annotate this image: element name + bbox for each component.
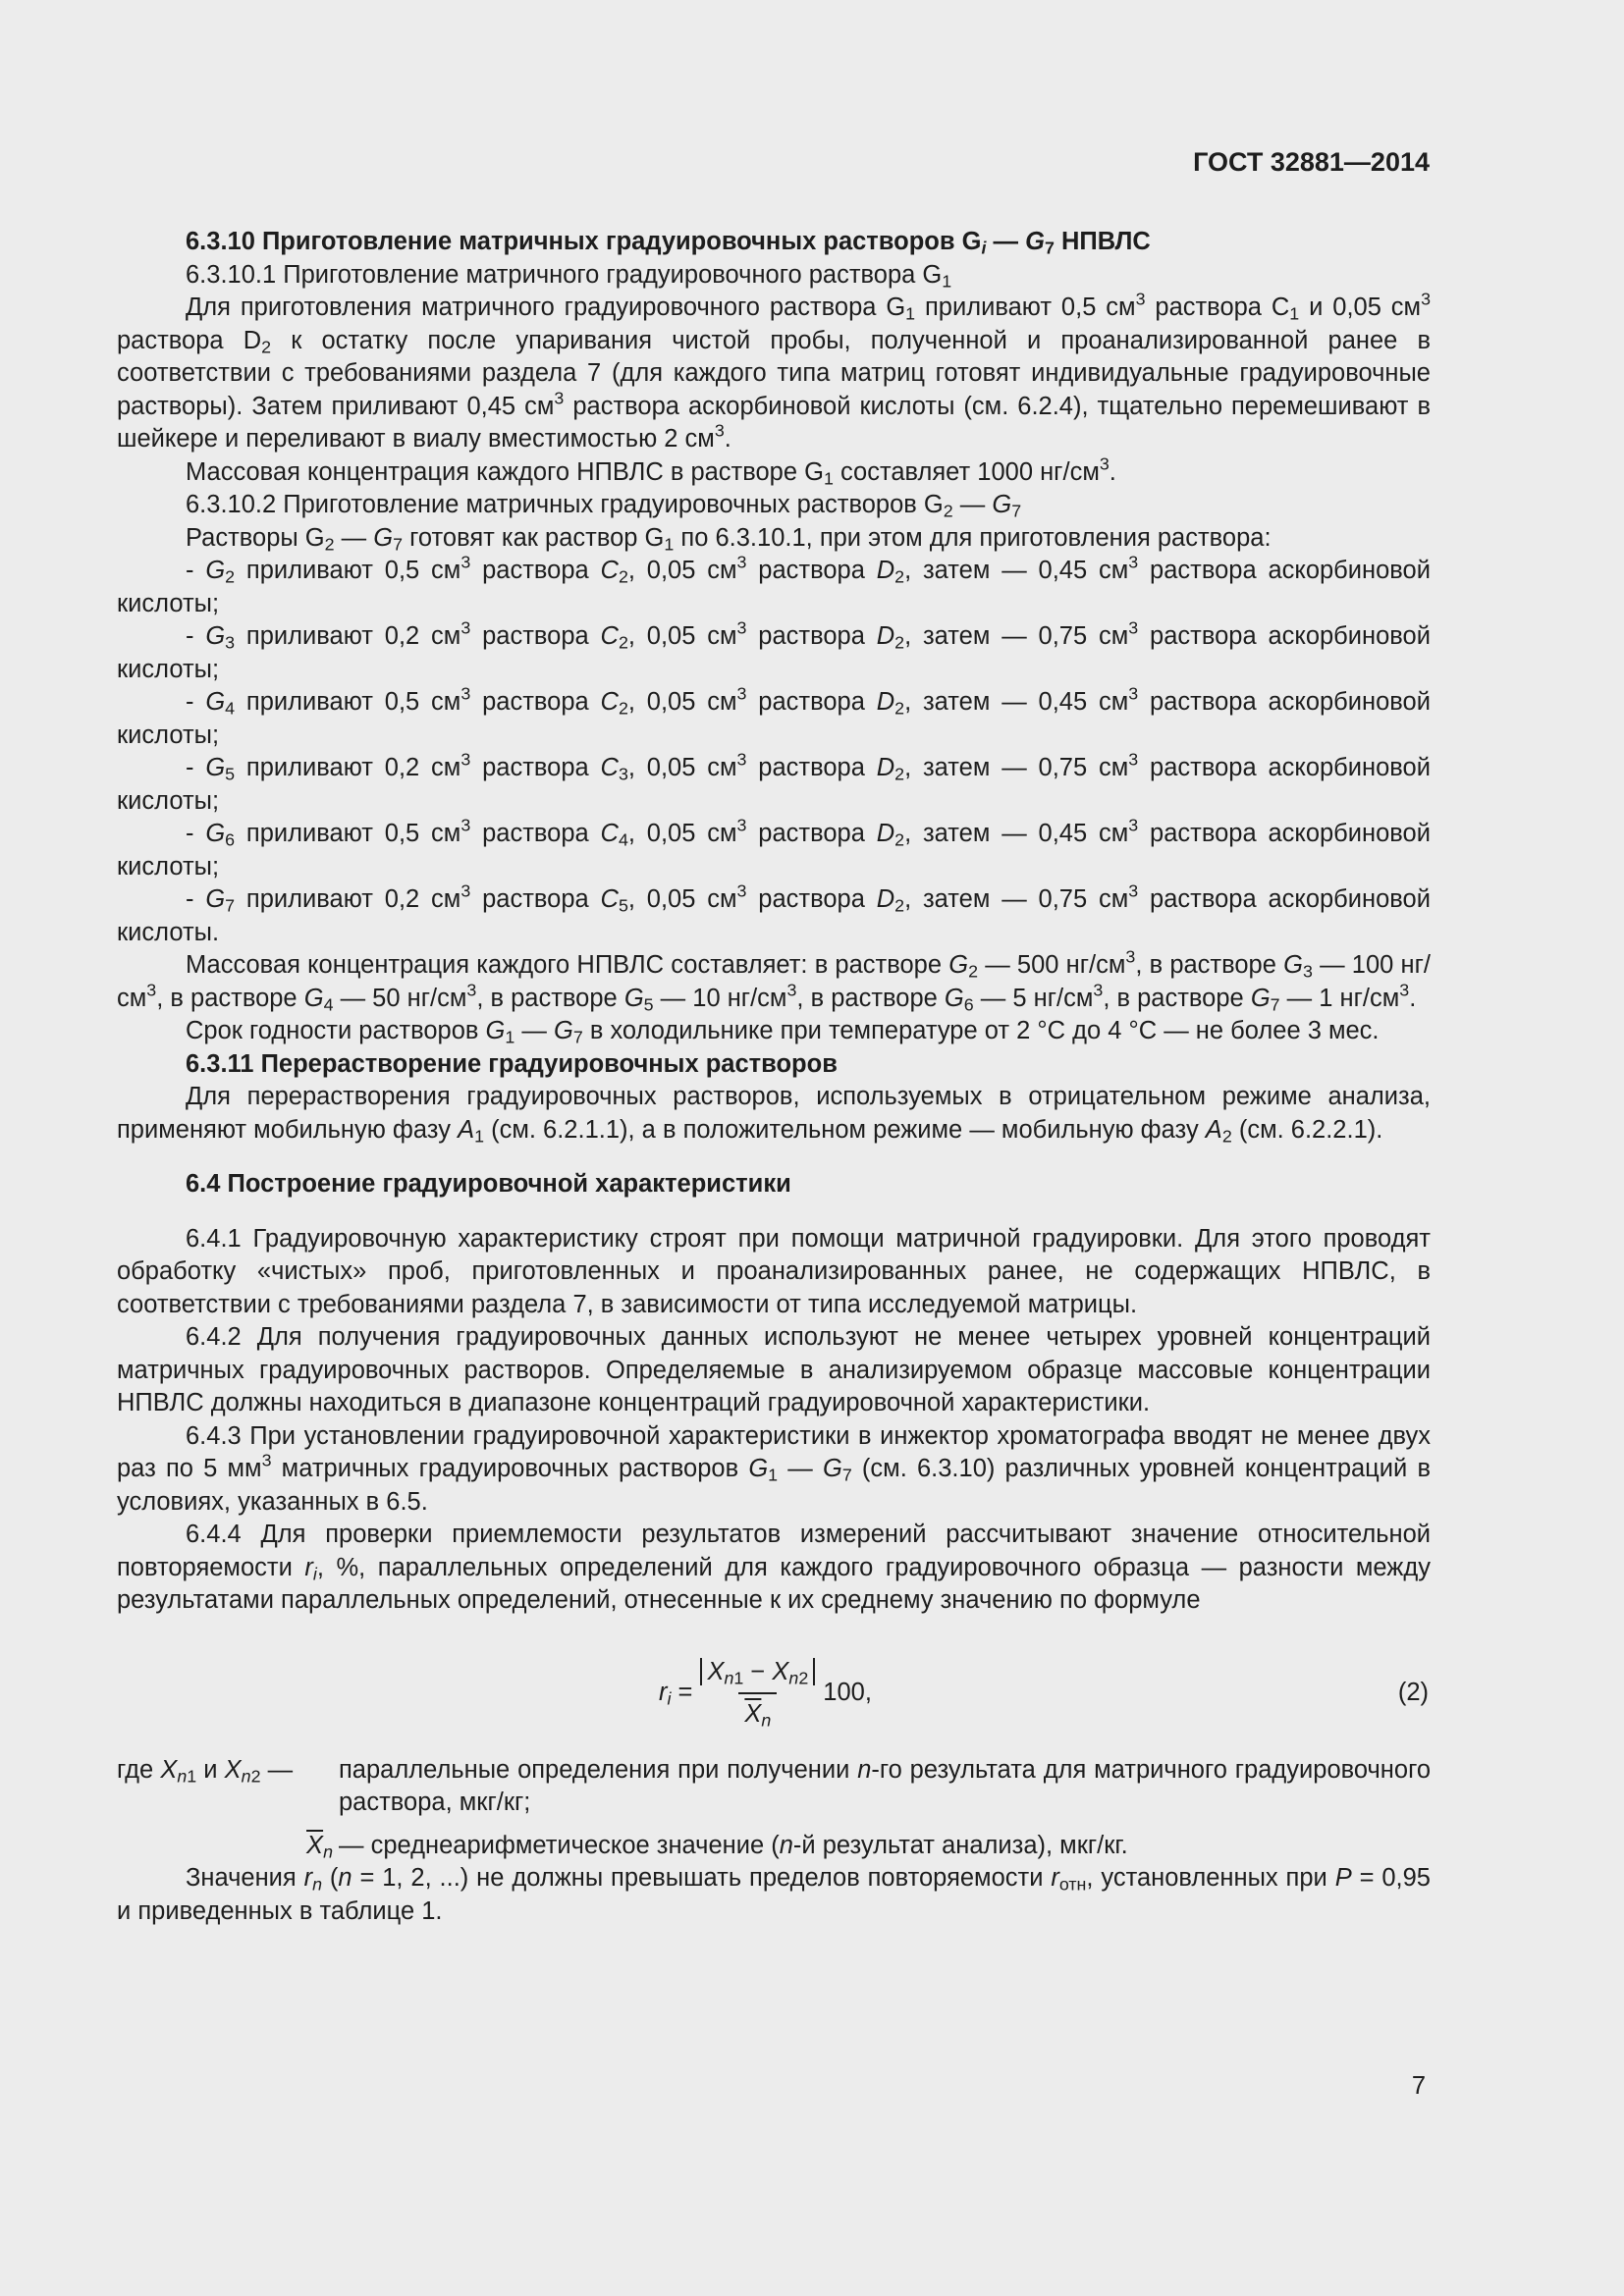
paragraph-6-4-4: 6.4.4 Для проверки приемлемости результатов измерений рассчитывают значение относительной повторяемости $r_i$, %, параллельных определений для каждого градуировочного образца — разности между результатами параллельных определений, отнесенные к их среднему значению по формуле xyxy=(117,1521,1431,1614)
section-6-3-10-title: 6.3.10 Приготовление матричных градуировочных растворов $G_i$ — $G_7$ НПВЛС xyxy=(186,228,1151,258)
preparation-list xyxy=(117,552,1431,949)
paragraph-6-4-2: 6.4.2 Для получения градуировочных данных используют не менее четырех уровней концентраций матричных градуировочных растворов. Определяемые в анализируемом образце массовые концентрации НПВЛС должны находиться в диапазоне концентраций градуировочной характеристики. xyxy=(117,1323,1431,1416)
paragraph-redissolution: Для перерастворения градуировочных растворов, используемых в отрицательном режиме анализа, применяют мобильную фазу $A_1$ (см. 6.2.1.1), а в положительном режиме — мобильную фазу $A_2$ (см. 6.2.2.1). xyxy=(117,1083,1431,1146)
paragraph-g2-g7-prep: Растворы $G_2$ — $G_7$ готовят как раствор $G_1$ по 6.3.10.1, при этом для приготовления раствора: xyxy=(186,523,1272,554)
paragraph-6-4-1: 6.4.1 Градуировочную характеристику строят при помощи матричной градуировки. Для этого проводят обработку «чистых» проб, приготовленных и проанализированных ранее, не содержащих НПВЛС, в соответствии с требованиями раздела 7, в зависимости от типа исследуемой матрицы. xyxy=(117,1224,1431,1318)
paragraph-g1-prep: Для приготовления матричного градуировочного раствора $G_1$ приливают 0,5 $см^3$ раствора $C_1$ и 0,05 $см^3$ раствора $D_2$ к остатку после упаривания чистой пробы, полученной и проанализированной ранее в соответствии с требованиями раздела 7 (для каждого типа матриц готовят индивидуальные градуировочные растворы). Затем приливают 0,45 $см^3$ раствора аскорбиновой кислоты (см. 6.2.4), тщательно перемешивают в шейкере и переливают в виалу вместимостью 2 $см^3$. xyxy=(117,289,1431,453)
section-6-4-title: 6.4 Построение градуировочной характеристики xyxy=(186,1170,791,1198)
paragraph-6-4-3: 6.4.3 При установлении градуировочной характеристики в инжектор хроматографа вводят не менее двух раз по 5 $мм^3$ матричных градуировочных растворов $G_1$ — $G_7$ (см. 6.3.10) различных уровней концентраций в условиях, указанных в 6.5. xyxy=(117,1421,1431,1516)
page-number: 7 xyxy=(1411,2072,1426,2100)
list-item-g3: - $G_3$ приливают 0,2 $см^3$ раствора $C_2$, 0,05 $см^3$ раствора $D_2$, затем — 0,75 $см^3$ раствора аскорбиновой кислоты; xyxy=(117,617,1431,683)
formula-number: (2) xyxy=(1397,1678,1429,1706)
list-item-g4: - $G_4$ приливают 0,5 $см^3$ раствора $C_2$, 0,05 $см^3$ раствора $D_2$, затем — 0,45 $см^3$ раствора аскорбиновой кислоты; xyxy=(117,683,1431,749)
section-6-3-10-2-title: 6.3.10.2 Приготовление матричных градуировочных растворов $G_2$ — $G_7$ xyxy=(186,491,1022,521)
list-item-g5: - $G_5$ приливают 0,2 $см^3$ раствора $C_3$, 0,05 $см^3$ раствора $D_2$, затем — 0,75 $см^3$ раствора аскорбиновой кислоты; xyxy=(117,749,1431,815)
section-6-3-10-1-title: 6.3.10.1 Приготовление матричного градуировочного раствора $G_1$ xyxy=(186,260,952,291)
where-item-xn: где $X_{n1}$ и $X_{n2}$ — параллельные определения при получении n-го результата для матричного градуировочного раствора, мкг/кг; xyxy=(117,1755,1431,1816)
list-item-g7: - $G_7$ приливают 0,2 $см^3$ раствора $C_5$, 0,05 $см^3$ раствора $D_2$, затем — 0,75 $см^3$ раствора аскорбиновой кислоты. xyxy=(117,881,1431,946)
standard-code-header: ГОСТ 32881—2014 xyxy=(1193,147,1430,177)
paragraph-concentrations: Массовая концентрация каждого НПВЛС составляет: в растворе $G_2$ — 500 $нг/см^3$, в растворе $G_3$ — 100 $нг/см^3$, в растворе $G_4$ — 50 $нг/см^3$, в растворе $G_5$ — 10 $нг/см^3$, в растворе $G_6$ — 5 $нг/см^3$, в растворе $G_7$ — 1 $нг/см^3$. xyxy=(117,946,1431,1014)
document-body xyxy=(117,226,1431,1928)
list-item-g2: - $G_2$ приливают 0,5 $см^3$ раствора $C_2$, 0,05 $см^3$ раствора $D_2$, затем — 0,45 $см^3$ раствора аскорбиновой кислоты; xyxy=(117,552,1431,617)
paragraph-g1-concentration: Массовая концентрация каждого НПВЛС в растворе $G_1$ составляет 1000 $нг/см^3$. xyxy=(186,453,1116,488)
section-6-3-11-title: 6.3.11 Перерастворение градуировочных растворов xyxy=(186,1049,838,1078)
paragraph-repeatability-limits: Значения $r_n$ (n = 1, 2, ...) не должны превышать пределов повторяемости $r_{отн}$, установленных при P = 0,95 и приведенных в таблице 1. xyxy=(117,1864,1431,1925)
list-item-g6: - $G_6$ приливают 0,5 $см^3$ раствора $C_4$, 0,05 $см^3$ раствора $D_2$, затем — 0,45 $см^3$ раствора аскорбиновой кислоты; xyxy=(117,815,1431,881)
formula-2: $r_i$ = $\frac{X_{n1} - X_{n2}}{\overline{X}_n}$ 100, (2) xyxy=(659,1658,1429,1730)
paragraph-shelf-life: Срок годности растворов $G_1$ — $G_7$ в холодильнике при температуре от 2 °С до 4 °С — не более 3 мес. xyxy=(186,1017,1380,1047)
where-item-xbar: $\overline{X}_n$ — среднеарифметическое значение (n-й результат анализа), мкг/кг. xyxy=(306,1831,1128,1861)
